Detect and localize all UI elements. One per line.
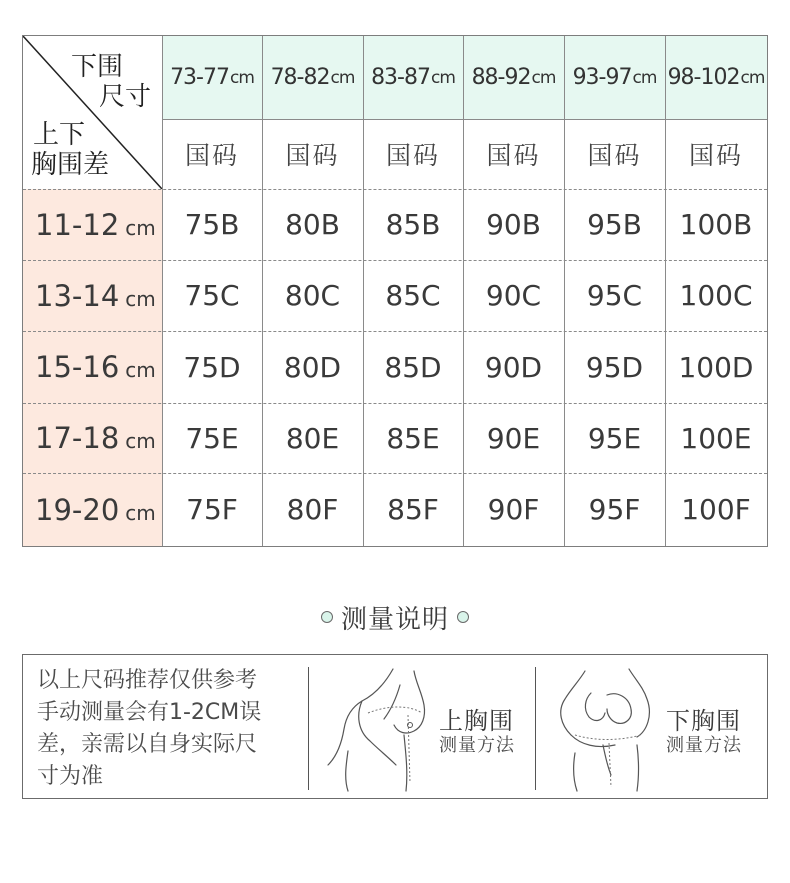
size-cell: 100D bbox=[678, 350, 754, 384]
size-cell: 80C bbox=[284, 279, 341, 312]
unit-text: cm bbox=[125, 500, 156, 525]
column-header bbox=[363, 36, 463, 119]
band-text: 11-12 bbox=[35, 207, 120, 242]
column-subheader: 国码 bbox=[184, 141, 239, 170]
unit-text: cm bbox=[531, 67, 556, 88]
column-header bbox=[162, 36, 262, 119]
size-cell: 90F bbox=[487, 493, 540, 526]
column-subheader: 国码 bbox=[385, 141, 440, 170]
corner-left-label-2: 胸围差 bbox=[31, 150, 110, 180]
size-cell: 75B bbox=[184, 208, 240, 241]
band-text: 15-16 bbox=[35, 350, 120, 384]
column-subheader: 国码 bbox=[486, 141, 541, 170]
corner-top-label-1: 下围 bbox=[71, 52, 124, 82]
column-header bbox=[564, 36, 665, 119]
band-text: 17-18 bbox=[35, 421, 120, 455]
size-cell: 90D bbox=[484, 350, 543, 384]
unit-text: cm bbox=[632, 67, 657, 88]
range-text: 73-77 bbox=[170, 65, 229, 90]
note-line: 手动测量会有1-2CM误 bbox=[37, 700, 262, 725]
grid-line bbox=[23, 473, 767, 474]
row-header bbox=[23, 260, 162, 331]
corner-top-label-2: 尺寸 bbox=[99, 82, 152, 112]
note-line: 寸为准 bbox=[37, 764, 104, 789]
range-text: 98-102 bbox=[667, 65, 740, 90]
column-subheader: 国码 bbox=[587, 141, 642, 170]
row-header bbox=[23, 331, 162, 403]
divider bbox=[308, 667, 309, 790]
size-cell: 95C bbox=[586, 279, 643, 312]
unit-text: cm bbox=[125, 429, 156, 453]
size-cell: 90B bbox=[486, 208, 541, 241]
band-text: 19-20 bbox=[35, 492, 120, 527]
size-cell: 95F bbox=[588, 493, 641, 526]
bullet-dot-icon bbox=[457, 611, 469, 623]
size-table bbox=[22, 35, 768, 547]
size-cell: 100F bbox=[681, 493, 751, 526]
row-header bbox=[23, 189, 162, 260]
grid-line bbox=[23, 189, 767, 190]
under-bust-title: 下胸围 bbox=[666, 707, 741, 735]
upper-bust-measure-illustration bbox=[318, 665, 438, 793]
size-cell: 85D bbox=[384, 350, 442, 384]
size-cell: 90E bbox=[486, 421, 541, 455]
range-text: 83-87 bbox=[371, 65, 430, 90]
grid-line bbox=[665, 36, 666, 546]
section-title bbox=[0, 597, 790, 637]
range-text: 78-82 bbox=[270, 65, 330, 90]
grid-line bbox=[23, 260, 767, 261]
header-row-ranges bbox=[23, 36, 767, 119]
size-cell: 75E bbox=[185, 421, 239, 455]
size-cell: 80B bbox=[285, 208, 340, 241]
size-cell: 75D bbox=[183, 350, 241, 384]
measure-instructions bbox=[22, 654, 768, 799]
divider bbox=[535, 667, 536, 790]
size-cell: 95B bbox=[587, 208, 642, 241]
size-cell: 95E bbox=[587, 421, 642, 455]
column-header bbox=[665, 36, 767, 119]
unit-text: cm bbox=[431, 67, 455, 88]
bullet-dot-icon bbox=[321, 611, 333, 623]
under-bust-subtitle: 测量方法 bbox=[666, 735, 742, 756]
size-cell: 100E bbox=[680, 421, 752, 455]
grid-line bbox=[23, 403, 767, 404]
size-cell: 85B bbox=[385, 208, 441, 241]
upper-bust-subtitle: 测量方法 bbox=[439, 735, 515, 756]
column-subheader: 国码 bbox=[285, 141, 340, 170]
size-cell: 80D bbox=[283, 350, 342, 384]
unit-text: cm bbox=[125, 215, 156, 240]
note-line: 差，亲需以自身实际尺 bbox=[37, 732, 258, 757]
row-header bbox=[23, 403, 162, 473]
column-header bbox=[463, 36, 564, 119]
size-cell: 85F bbox=[387, 493, 439, 526]
grid-line bbox=[162, 36, 163, 546]
size-cell: 75F bbox=[186, 493, 238, 526]
table-row bbox=[23, 403, 767, 473]
unit-text: cm bbox=[330, 67, 355, 88]
range-text: 93-97 bbox=[572, 65, 632, 90]
table-row bbox=[23, 331, 767, 403]
unit-text: cm bbox=[125, 358, 156, 382]
note-line: 以上尺码推荐仅供参考 bbox=[37, 668, 258, 693]
unit-text: cm bbox=[740, 67, 765, 88]
upper-bust-title: 上胸围 bbox=[439, 707, 514, 735]
size-cell: 85C bbox=[385, 279, 441, 312]
header-row-standard bbox=[23, 119, 767, 189]
size-cell: 75C bbox=[184, 279, 240, 312]
size-cell: 100C bbox=[679, 279, 753, 312]
size-cell: 100B bbox=[679, 208, 753, 241]
section-title-text: 测量说明 bbox=[340, 604, 449, 635]
size-cell: 95D bbox=[585, 350, 644, 384]
column-header bbox=[262, 36, 363, 119]
row-header bbox=[23, 473, 162, 546]
grid-line bbox=[463, 36, 464, 546]
column-subheader: 国码 bbox=[688, 141, 743, 170]
table-row bbox=[23, 189, 767, 260]
grid-line bbox=[23, 331, 767, 332]
size-cell: 80F bbox=[286, 493, 339, 526]
corner-left-label-1: 上下 bbox=[33, 120, 86, 150]
unit-text: cm bbox=[125, 286, 156, 311]
range-text: 88-92 bbox=[471, 65, 531, 90]
under-bust-measure-illustration bbox=[545, 665, 665, 793]
size-cell: 90C bbox=[485, 279, 542, 312]
grid-line bbox=[262, 36, 263, 546]
size-cell: 80E bbox=[285, 421, 340, 455]
grid-line bbox=[162, 119, 767, 120]
table-row bbox=[23, 260, 767, 331]
size-cell: 85E bbox=[386, 421, 440, 455]
table-row bbox=[23, 473, 767, 546]
band-text: 13-14 bbox=[35, 278, 120, 313]
unit-text: cm bbox=[230, 67, 254, 88]
grid-line bbox=[363, 36, 364, 546]
measure-note bbox=[37, 665, 305, 793]
grid-line bbox=[564, 36, 565, 546]
